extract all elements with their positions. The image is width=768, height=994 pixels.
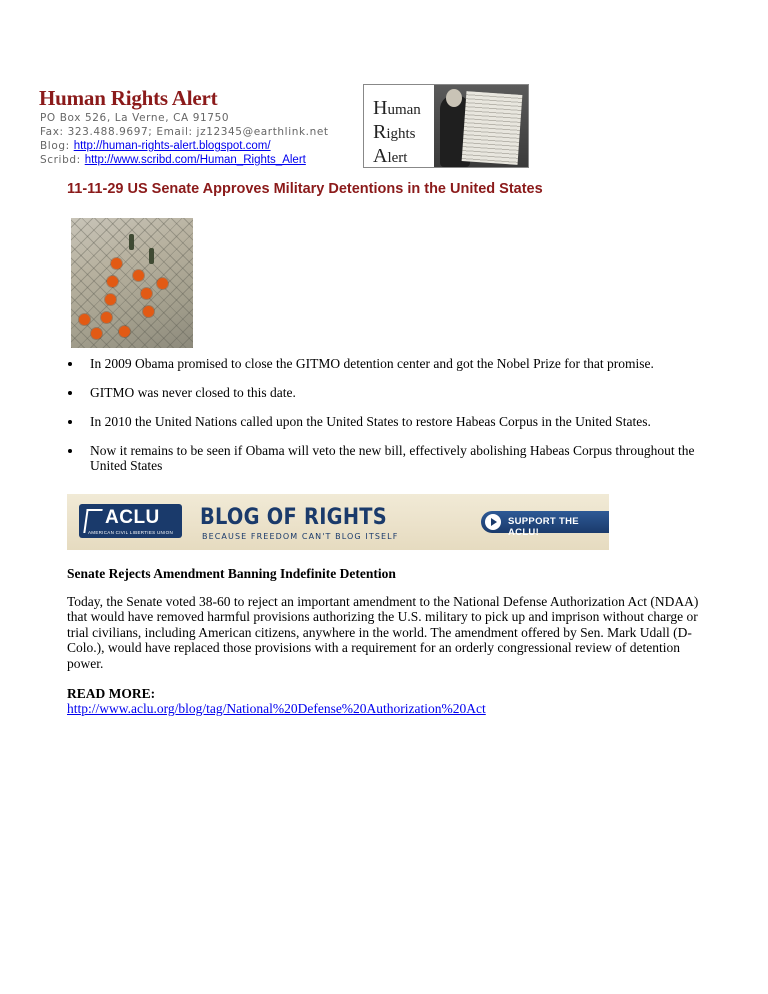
scribd-line <box>40 154 306 166</box>
detainee-figure <box>133 270 144 281</box>
detainee-figure <box>79 314 90 325</box>
detainee-figure <box>111 258 122 269</box>
guard-figure <box>149 248 154 264</box>
article-headline: 11-11-29 US Senate Approves Military Detentions in the United States <box>67 181 543 197</box>
logo-figure-head <box>446 89 462 107</box>
scribd-link[interactable]: http://www.scribd.com/Human_Rights_Alert <box>84 154 306 166</box>
detainee-figure <box>101 312 112 323</box>
blog-link[interactable]: http://human-rights-alert.blogspot.com/ <box>73 140 271 152</box>
aclu-logo <box>79 504 182 538</box>
org-title: Human Rights Alert <box>39 86 218 110</box>
blog-line <box>40 140 271 152</box>
aclu-blog-banner[interactable] <box>67 494 609 550</box>
article-body: Today, the Senate voted 38-60 to reject an important amendment to the National Defense Authorization Act (NDAA) that would have removed harmful provisions authorizing the U.S. military to pick up and imprison without charge or trial civilians, including American citizens, anywhere in the world. The amendment offered by Sen. Mark Udall (D-Colo.), would have replaced those provisions with a requirement for an orderly congressional review of detention power. <box>67 594 699 671</box>
support-aclu-button[interactable] <box>481 511 609 538</box>
detainee-figure <box>143 306 154 317</box>
bullet-item: Now it remains to be seen if Obama will veto the new bill, effectively abolishing Habeas Corpus throughout the United States <box>67 443 707 473</box>
human-rights-alert-logo <box>363 84 529 168</box>
bullet-item: GITMO was never closed to this date. <box>67 385 707 400</box>
fax-email-line: Fax: 323.488.9697; Email: jz12345@earthlink.net <box>40 126 329 138</box>
logo-line-3: Alert <box>373 145 408 167</box>
detainee-figure <box>157 278 168 289</box>
detainee-figure <box>141 288 152 299</box>
scribd-label: Scribd: <box>40 154 81 166</box>
guard-figure <box>129 234 134 250</box>
blog-tagline: BECAUSE FREEDOM CAN'T BLOG ITSELF <box>202 532 399 541</box>
read-more-label: READ MORE: <box>67 686 156 701</box>
detainee-figure <box>107 276 118 287</box>
logo-photo <box>434 85 528 167</box>
detainee-figure <box>91 328 102 339</box>
aclu-wordmark: ACLU <box>105 507 160 528</box>
blog-label: Blog: <box>40 140 70 152</box>
detainee-figure <box>119 326 130 337</box>
logo-text <box>373 97 421 168</box>
bullet-item: In 2010 the United Nations called upon the United States to restore Habeas Corpus in the United States. <box>67 414 707 429</box>
detainee-figure <box>105 294 116 305</box>
read-more-link[interactable]: http://www.aclu.org/blog/tag/National%20Defense%20Authorization%20Act <box>67 701 486 716</box>
logo-declaration-paper <box>462 91 523 165</box>
detention-photo <box>71 218 193 348</box>
logo-line-1: Human <box>373 97 421 119</box>
blog-of-rights-title: BLOG OF RIGHTS <box>200 505 387 530</box>
logo-line-2: Rights <box>373 121 416 143</box>
play-arrow-icon <box>485 514 501 530</box>
bullet-list <box>67 356 707 487</box>
aclu-subtitle: AMERICAN CIVIL LIBERTIES UNION <box>87 530 174 535</box>
address-line: PO Box 526, La Verne, CA 91750 <box>40 112 230 124</box>
bullet-item: In 2009 Obama promised to close the GITMO detention center and got the Nobel Prize for that promise. <box>67 356 707 371</box>
support-label: SUPPORT THE ACLU! <box>508 516 579 538</box>
section-heading: Senate Rejects Amendment Banning Indefinite Detention <box>67 566 396 581</box>
